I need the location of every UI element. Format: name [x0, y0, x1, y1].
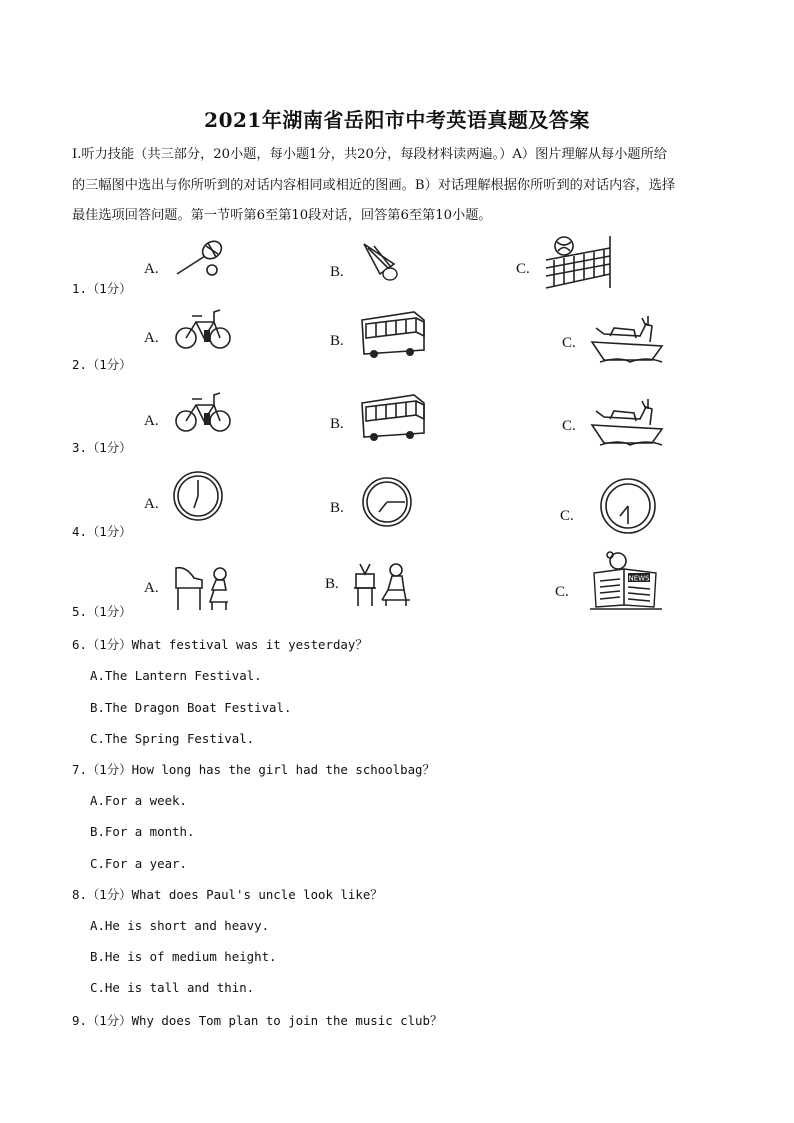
q3-option-b-label: B. [330, 416, 344, 432]
question-9-text: Why does Tom plan to join the music club？ [131, 1013, 443, 1028]
ship-icon [590, 312, 664, 364]
q2-option-a-label: A. [144, 330, 159, 346]
q5-option-b-label: B. [325, 576, 339, 592]
bicycle-icon [174, 306, 232, 352]
question-2-number: 2.（1分） [72, 357, 132, 372]
girl-watching-tv-icon [352, 560, 414, 608]
q8-option-c: C.He is tall and thin. [90, 980, 255, 995]
clock-icon [598, 478, 658, 534]
q6-option-c: C.The Spring Festival. [90, 731, 255, 746]
q1-option-b-label: B. [330, 264, 344, 280]
clock-icon [172, 470, 224, 522]
q6-option-a: A.The Lantern Festival. [90, 668, 262, 683]
q2-option-b-label: B. [330, 333, 344, 349]
girl-reading-newspaper-icon [588, 551, 664, 613]
q6-option-b: B.The Dragon Boat Festival. [90, 700, 292, 715]
shuttlecock-icon [360, 240, 402, 286]
q7-option-c: C.For a year. [90, 856, 187, 871]
bicycle-icon [174, 389, 232, 435]
tennis-racket-icon [172, 238, 226, 278]
question-3-number: 3.（1分） [72, 440, 132, 455]
intro-line-1: Ⅰ.听力技能（共三部分，20小题，每小题1分，共20分，每段材料读两遍。）A）图片理解从每小题所给 [72, 147, 667, 162]
q7-option-a: A.For a week. [90, 793, 187, 808]
question-5-number: 5.（1分） [72, 604, 132, 619]
q2-option-c-label: C. [562, 335, 576, 351]
q8-option-a: A.He is short and heavy. [90, 918, 270, 933]
question-6 [72, 635, 368, 653]
question-7 [72, 760, 435, 778]
intro-line-2: 的三幅图中选出与你所听到的对话内容相同或相近的图画。B）对话理解根据你所听到的对话内容，选择 [72, 178, 676, 193]
volleyball-net-icon [544, 234, 614, 290]
q4-option-a-label: A. [144, 496, 159, 512]
q3-option-a-label: A. [144, 413, 159, 429]
q5-option-c-label: C. [555, 584, 569, 600]
q3-option-c-label: C. [562, 418, 576, 434]
question-8 [72, 885, 383, 903]
bus-icon [360, 393, 426, 441]
question-4-number: 4.（1分） [72, 524, 132, 539]
question-9 [72, 1011, 442, 1029]
q1-option-a-label: A. [144, 261, 159, 277]
clock-icon [361, 476, 413, 528]
question-1-number: 1.（1分） [72, 281, 132, 296]
question-7-number: 7.（1分） [72, 762, 132, 777]
page-title: 2021年湖南省岳阳市中考英语真题及答案 [204, 108, 590, 132]
q1-option-c-label: C. [516, 261, 530, 277]
question-9-number: 9.（1分） [72, 1013, 132, 1028]
q8-option-b: B.He is of medium height. [90, 949, 277, 964]
intro-line-3: 最佳选项回答问题。第一节听第6至第10段对话，回答第6至第10小题。 [72, 208, 492, 223]
question-6-number: 6.（1分） [72, 637, 132, 652]
q5-option-a-label: A. [144, 580, 159, 596]
q4-option-c-label: C. [560, 508, 574, 524]
bus-icon [360, 310, 426, 358]
ship-icon [590, 395, 664, 447]
question-8-text: What does Paul's uncle look like？ [131, 887, 383, 902]
q7-option-b: B.For a month. [90, 824, 195, 839]
girl-playing-piano-icon [172, 564, 234, 612]
question-6-text: What festival was it yesterday？ [131, 637, 368, 652]
question-8-number: 8.（1分） [72, 887, 132, 902]
question-7-text: How long has the girl had the schoolbag？ [131, 762, 435, 777]
newspaper-headline: NEWS [628, 574, 650, 583]
q4-option-b-label: B. [330, 500, 344, 516]
